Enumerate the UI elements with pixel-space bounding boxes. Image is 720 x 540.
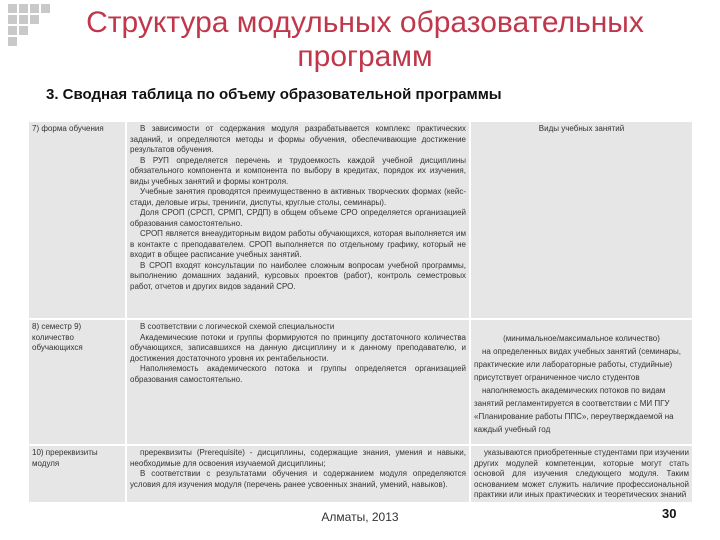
summary-table [29, 122, 692, 502]
row-label-text: 7) форма обучения [32, 124, 104, 133]
content-paragraph: Доля СРОП (СРСП, СРМП, СРДП) в общем объеме СРО определяется организацией образования самостоятельно. [130, 208, 466, 228]
notes-paragraph: (минимальное/максимальное количество) [503, 334, 660, 343]
row-label-text: 8) семестр 9) количество обучающихся [32, 322, 83, 352]
content-paragraph: В зависимости от содержания модуля разрабатывается комплекс практических заданий, и определяются методы и формы обучения, обеспечивающие достижение результатов обучения. [130, 124, 466, 154]
content-paragraph: СРОП является внеаудиторным видом работы обучающихся, которая выполняется им в контакте с преподавателем. СРОП выполняется по отдельному графику, который не входит в общее расписание учебных занятий. [130, 229, 466, 259]
content-paragraph: Академические потоки и группы формируются по принципу достаточного количества обучающихся, записавшихся на данную дисциплину и к данному преподавателю, и достижения достаточного уровня их рентабельности. [130, 332, 466, 363]
row-label-semester [29, 320, 125, 444]
row-content-prerequisites [127, 446, 469, 502]
content-paragraph: В РУП определяется перечень и трудоемкость каждой учебной дисциплины обязательного компонента и компонента по выбору в кредитах, порядок их изучения, виды учебных занятий и формы контроля. [130, 155, 466, 186]
notes-paragraph: наполняемость академических потоков по видам занятий регламентируется в соответствии с МИ ПГУ «Планирование работы ППС», переутверждаемой на каждый учебный год [474, 386, 674, 434]
section-heading: 3. Сводная таблица по объему образовательной программы [46, 86, 502, 103]
content-paragraph: Наполняемость академического потока и группы определяется организацией образования самостоятельно. [130, 364, 466, 384]
page-number: 30 [662, 506, 677, 521]
title-line-2: программ [297, 40, 433, 73]
title-line-1: Структура модульных образовательных [86, 6, 644, 39]
content-paragraph: В соответствии с результатами обучения и содержанием модуля определяются условия для изучения модуля (перечень ранее усвоенных знаний, умений, навыков). [130, 469, 466, 489]
content-paragraph: пререквизиты (Prerequisite) - дисциплины, содержащие знания, умения и навыки, необходимые для освоения изучаемой дисциплины; [130, 448, 466, 468]
content-paragraph: В СРОП входят консультации по наиболее сложным вопросам учебной программы, выполнению домашних заданий, курсовых проектов (работ), контроль семестровых работ, отчетов и других видов заданий СРО. [130, 260, 466, 291]
row-label-prerequisites [29, 446, 125, 502]
page-title [60, 6, 670, 74]
content-paragraph: В соответствии с логической схемой специальности [140, 322, 335, 331]
notes-paragraph: Виды учебных занятий [538, 124, 625, 133]
row-label-form [29, 122, 125, 318]
row-notes-semester [471, 320, 692, 444]
content-paragraph: Учебные занятия проводятся преимущественно в активных творческих формах (кейс-стади, деловые игры, тренинги, диспуты, круглые столы, семинары). [130, 187, 466, 207]
notes-paragraph: указываются приобретенные студентами при изучении других модулей компетенции, которые могут стать основой для изучения следующего модуля. Таким основанием может служить наличие профессиональной практики или иных практических и теоретических знаний [474, 448, 689, 499]
row-content-semester [127, 320, 469, 444]
row-notes-prerequisites [471, 446, 692, 502]
row-notes-form [471, 122, 692, 318]
notes-paragraph: на определенных видах учебных занятий (семинары, практические или лабораторные работы, студийные) присутствует ограниченное число студентов [474, 347, 681, 382]
row-content-form [127, 122, 469, 318]
footer-city-year: Алматы, 2013 [321, 510, 399, 524]
row-label-text: 10) пререквизиты модуля [32, 448, 98, 468]
